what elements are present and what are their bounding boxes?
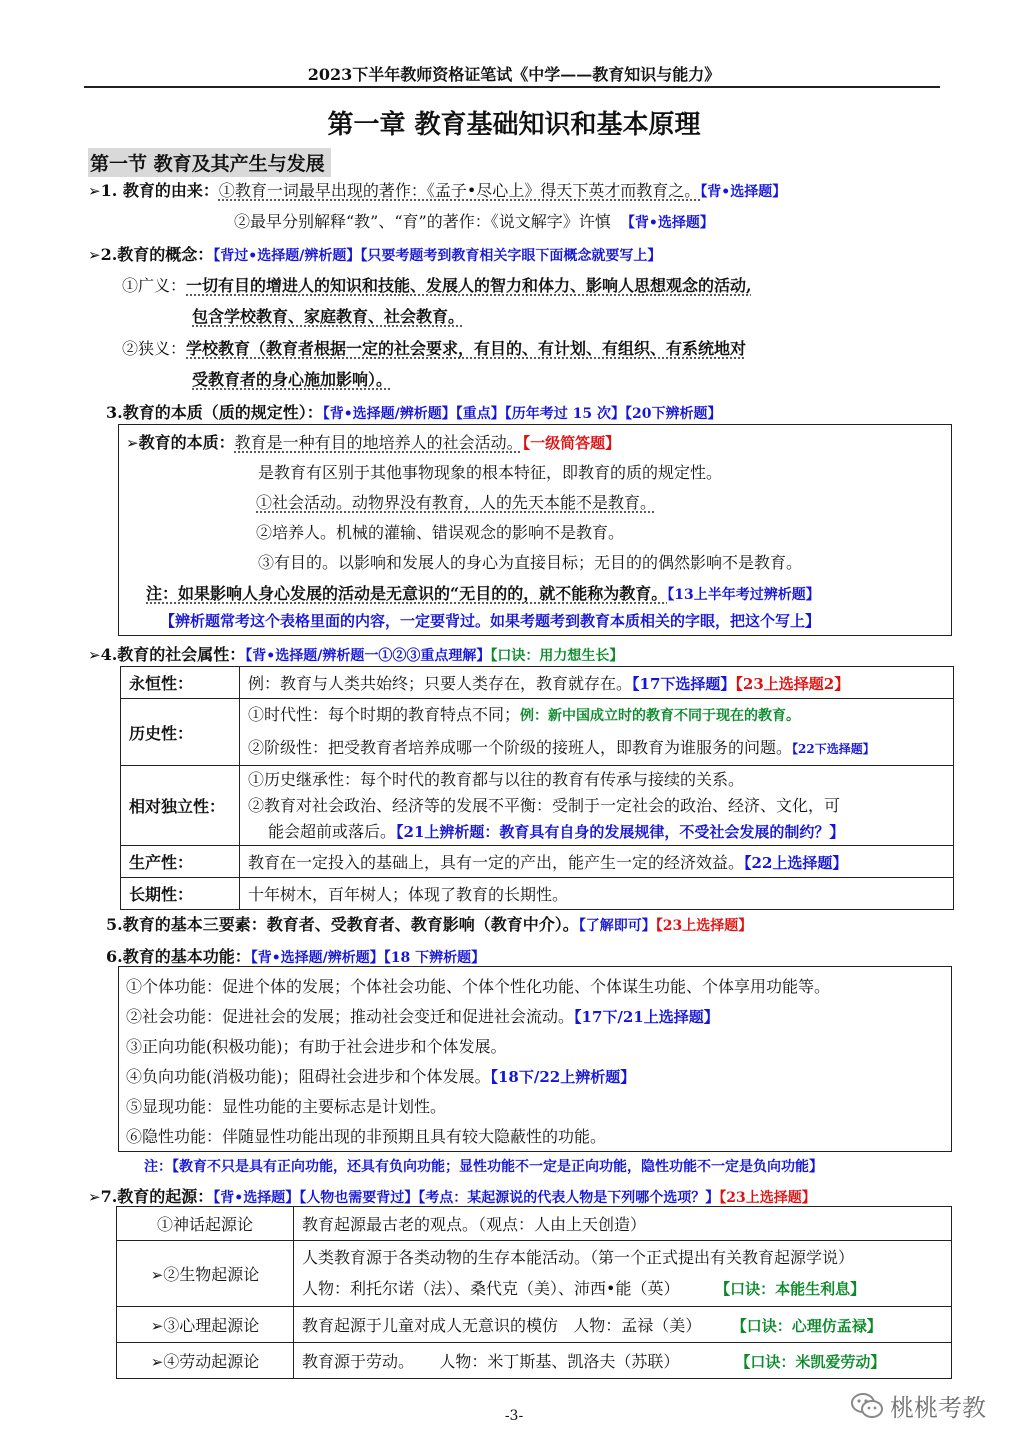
function-3: ③正向功能(积极功能)；有助于社会进步和个体发展。 <box>126 1037 507 1056</box>
attr-desc: ①历史继承性：每个时代的教育都与以往的教育有传承与接续的关系。 ②教育对社会政治、经济等的发展不平衡：受制于一定社会的政治、经济、文化，可 能会超前或落后。【21上辨析题：教育具有自身的发展规律，不受社会发展的制约？】 <box>240 766 954 846</box>
attr-desc: 教育在一定投入的基础上，具有一定的产出，能产生一定的经济效益。【22上选择题】 <box>240 846 954 878</box>
table-row <box>121 846 954 878</box>
item-7: ➢7.教育的起源：【背•选择题】【人物也需要背过】【考点：某起源说的代表人物是下列哪个选项？】【23上选择题】 <box>88 1187 816 1206</box>
watermark <box>850 1388 986 1423</box>
item-4: ➢4.教育的社会属性：【背•选择题/辨析题一①②③重点理解】【口诀：用力想生长】 <box>88 645 624 664</box>
function-1: ①个体功能：促进个体的发展；个体社会功能、个体个性化功能、个体谋生功能、个体享用功能等。 <box>126 977 831 996</box>
attr-name: 长期性： <box>121 878 240 910</box>
concept-broad: ①广义：一切有目的增进人的知识和技能、发展人的智力和体力、影响人思想观念的活动, <box>122 276 752 295</box>
table-row <box>117 1343 952 1379</box>
attr-name: 永恒性： <box>121 667 240 699</box>
origin-name: ➢③心理起源论 <box>117 1307 294 1343</box>
item-6: 6.教育的基本功能：【背•选择题/辨析题】【18 下辨析题】 <box>106 947 486 966</box>
chapter-title: 第一章 教育基础知识和基本原理 <box>327 110 701 140</box>
table-row <box>121 878 954 910</box>
table-row <box>117 1207 952 1241</box>
essence-item3: ③有目的。以影响和发展人的身心为直接目标；无目的的偶然影响不是教育。 <box>258 553 803 572</box>
attr-desc: 十年树木，百年树人；体现了教育的长期性。 <box>240 878 954 910</box>
concept-broad-line2: 包含学校教育、家庭教育、社会教育。 <box>192 307 465 326</box>
origin-table <box>116 1206 952 1379</box>
arrow-bullet-icon: ➢ <box>88 1188 101 1206</box>
essence-item1: ①社会活动。动物界没有教育，人的先天本能不是教育。 <box>256 493 657 512</box>
origin-desc: 教育起源于儿童对成人无意识的模仿 人物：孟禄（美） 【口诀：心理仿孟禄】 <box>294 1307 952 1343</box>
origin-name: ➢②生物起源论 <box>117 1241 294 1307</box>
function-5: ⑤显现功能：显性功能的主要标志是计划性。 <box>126 1097 447 1116</box>
attr-name: 生产性： <box>121 846 240 878</box>
table-row <box>121 667 954 699</box>
essence-line2: 是教育有区别于其他事物现象的根本特征，即教育的质的规定性。 <box>258 463 723 482</box>
function-6: ⑥隐性功能：伴随显性功能出现的非预期且具有较大隐蔽性的功能。 <box>126 1127 607 1146</box>
item-3: 3.教育的本质（质的规定性）：【背•选择题/辨析题】【重点】【历年考过 15 次】【20下辨析题】 <box>106 403 722 422</box>
social-attributes-table <box>120 666 954 910</box>
arrow-bullet-icon: ➢ <box>150 1353 164 1371</box>
item-5: 5.教育的基本三要素：教育者、受教育者、教育影响（教育中介）。【了解即可】【23上选择题】 <box>106 915 753 934</box>
watermark-text: 桃桃考教 <box>890 1394 986 1422</box>
header-rule <box>84 86 940 88</box>
attr-desc: ①时代性：每个时期的教育特点不同；例：新中国成立时的教育不同于现在的教育。 ②阶级性：把受教育者培养成哪一个阶级的接班人，即教育为谁服务的问题。【22下选择题】 <box>240 699 954 766</box>
concept-narrow: ②狭义：学校教育（教育者根据一定的社会要求，有目的、有计划、有组织、有系统地对 <box>122 339 747 358</box>
arrow-bullet-icon: ➢ <box>126 434 139 452</box>
table-row <box>117 1307 952 1343</box>
function-4: ④负向功能(消极功能)；阻碍社会进步和个体发展。【18下/22上辨析题】 <box>126 1067 636 1086</box>
page-number: -3- <box>504 1408 524 1424</box>
origin-name: ➢④劳动起源论 <box>117 1343 294 1379</box>
function-2: ②社会功能：促进社会的发展；推动社会变迁和促进社会流动。【17下/21上选择题】 <box>126 1007 719 1026</box>
origin-desc: 教育起源最古老的观点。（观点：人由上天创造） <box>294 1207 952 1241</box>
arrow-bullet-icon: ➢ <box>150 1317 164 1335</box>
header-title: 2023下半年教师资格证笔试《中学——教育知识与能力》 <box>307 65 721 84</box>
essence-hint: 【辨析题常考这个表格里面的内容，一定要背过。如果考题考到教育本质相关的字眼，把这个写上】 <box>160 612 821 630</box>
origin-desc: 人类教育源于各类动物的生存本能活动。（第一个正式提出有关教育起源学说） 人物：利托尔诺（法）、桑代克（美）、沛西•能（英） 【口诀：本能生利息】 <box>294 1241 952 1307</box>
table-row <box>121 766 954 846</box>
table-row <box>121 699 954 766</box>
attr-name: 历史性： <box>121 699 240 766</box>
functions-note: 注：【教育不只是具有正向功能，还具有负向功能；显性功能不一定是正向功能，隐性功能不一定是负向功能】 <box>144 1159 823 1175</box>
section-title: 第一节 教育及其产生与发展 <box>88 148 331 177</box>
concept-narrow-line2: 受教育者的身心施加影响）。 <box>192 370 393 389</box>
essence-line1: ➢教育的本质：教育是一种有目的地培养人的社会活动。【一级简答题】 <box>126 433 621 452</box>
attr-desc: 例：教育与人类共始终；只要人类存在，教育就存在。【17下选择题】【23上选择题2】 <box>240 667 954 699</box>
essence-item2: ②培养人。机械的灌输、错误观念的影响不是教育。 <box>256 523 625 542</box>
origin-desc: 教育源于劳动。 人物：米丁斯基、凯洛夫（苏联） 【口诀：米凯爱劳动】 <box>294 1343 952 1379</box>
table-row <box>117 1241 952 1307</box>
arrow-bullet-icon: ➢ <box>88 182 101 200</box>
attr-name: 相对独立性： <box>121 766 240 846</box>
arrow-bullet-icon: ➢ <box>88 246 101 264</box>
item-2: ➢2.教育的概念：【背过•选择题/辨析题】【只要考题考到教育相关字眼下面概念就要写上】 <box>88 245 662 264</box>
arrow-bullet-icon: ➢ <box>150 1266 164 1284</box>
arrow-bullet-icon: ➢ <box>88 646 101 664</box>
item-1-line2: ②最早分别解释“教”、“育”的著作：《说文解字》许慎 【背•选择题】 <box>234 212 714 231</box>
essence-note: 注：如果影响人身心发展的活动是无意识的“无目的的，就不能称为教育。【13上半年考过辨析题】 <box>146 584 820 603</box>
origin-name: ①神话起源论 <box>117 1207 294 1241</box>
wechat-icon <box>850 1391 884 1421</box>
item-1: ➢1. 教育的由来：①教育一词最早出现的著作：《孟子•尽心上》得天下英才而教育之。【背•选择题】 <box>88 181 787 200</box>
